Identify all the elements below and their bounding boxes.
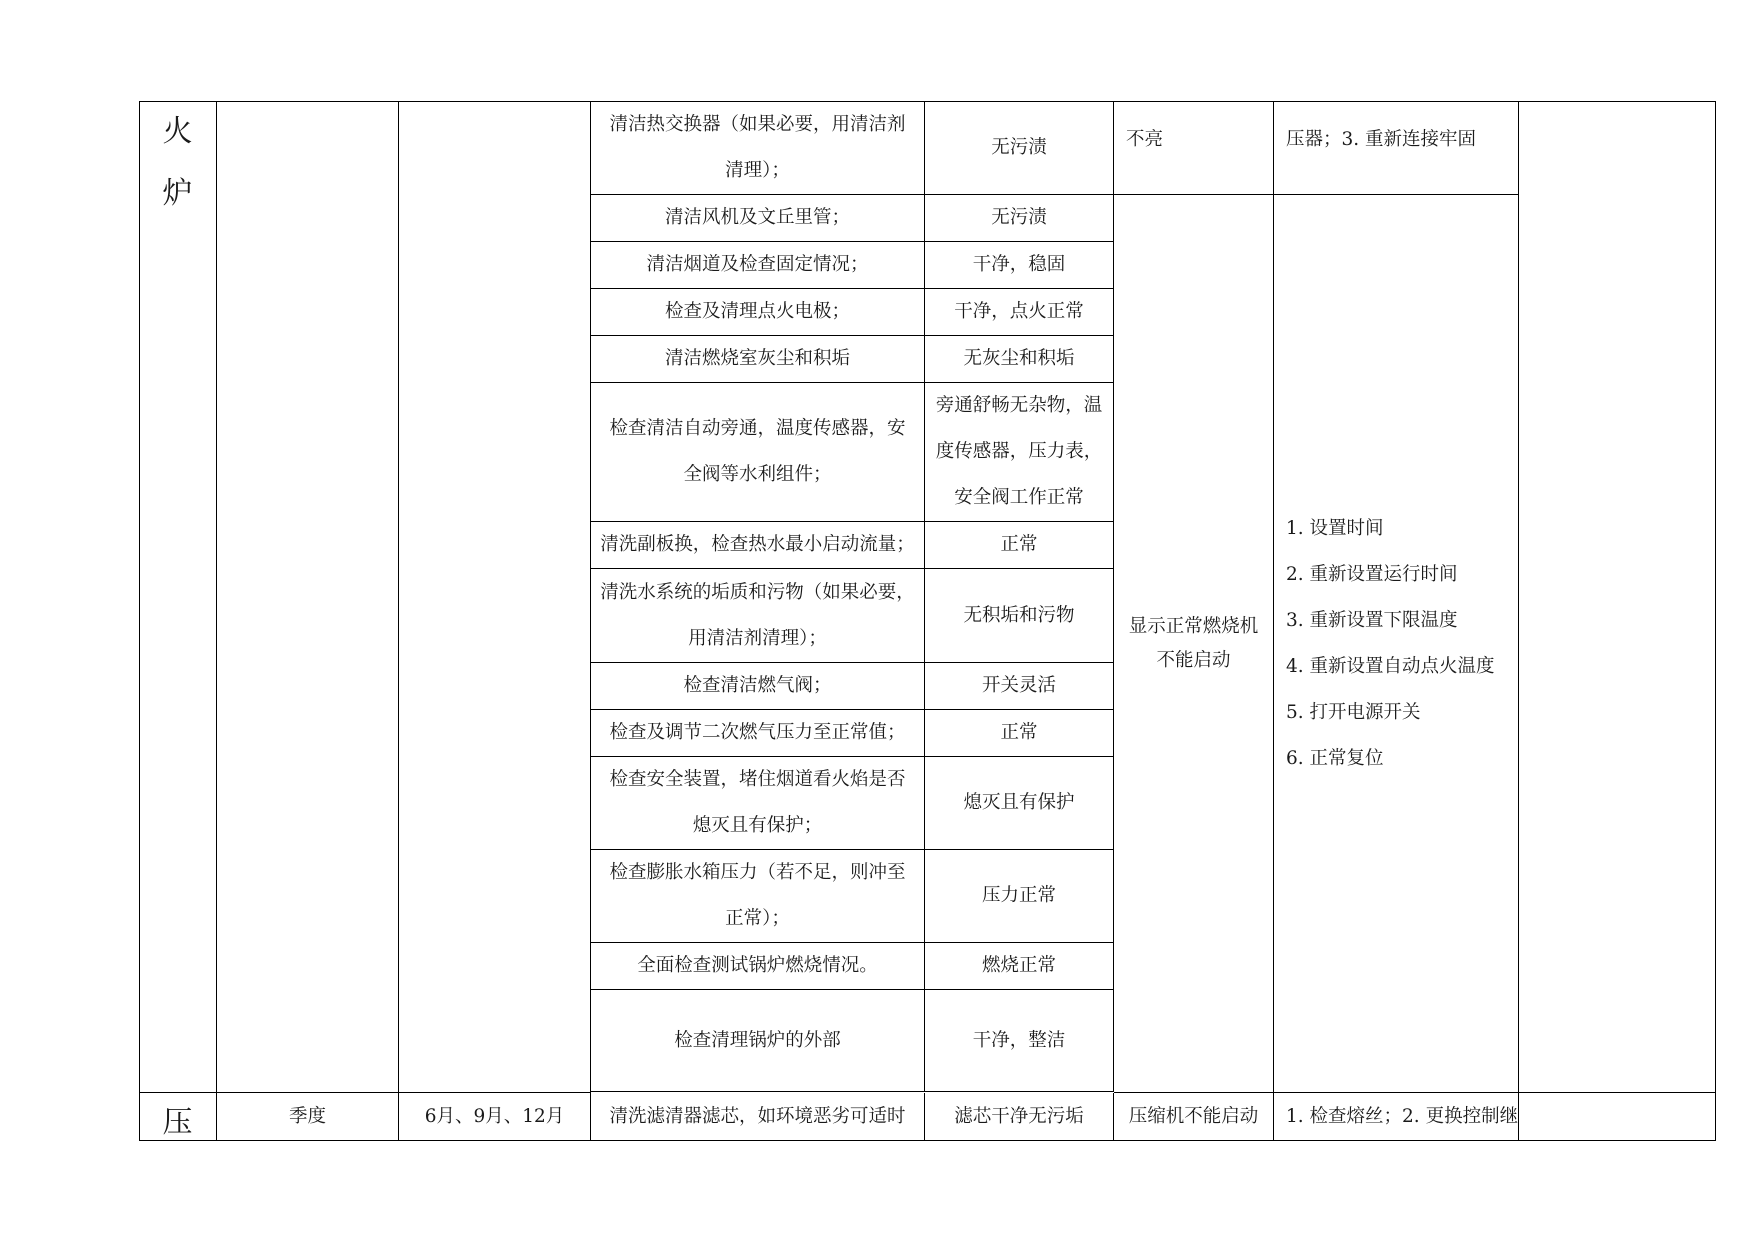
months-text: 6月、9月、12月 [424,1105,565,1127]
task-cell [591,101,925,195]
task-text: 熄灭且有保护； [692,815,823,836]
standard-cell [925,850,1114,943]
task-text: 检查清理锅炉的外部 [674,1029,841,1051]
solution-item-1: 1. 设置时间 [1286,517,1384,539]
bottom-remarks-cell [1519,1093,1716,1141]
task-text: 正常）； [725,908,790,929]
task-cell [591,663,925,710]
bottom-fault-text: 压缩机不能启动 [1128,1105,1259,1127]
task-text: 检查及清理点火电极； [664,301,850,322]
task-cell [591,850,925,943]
category-char-2: 炉 [162,176,193,211]
standard-text: 无积垢和污物 [963,604,1075,626]
standard-cell [925,710,1114,757]
standard-text: 度传感器，压力表， [935,441,1103,462]
solution-item-2: 2. 重新设置运行时间 [1286,563,1458,585]
standard-text: 开关灵活 [981,675,1056,696]
task-text: 全阀等水利组件； [683,464,832,485]
standard-cell [925,663,1114,710]
standard-cell [925,569,1114,663]
standard-text: 无灰尘和积垢 [963,348,1075,369]
task-text: 用清洁剂清理）； [688,627,827,649]
standard-text: 正常 [1000,534,1038,555]
cycle-cell-empty [217,101,399,1093]
cycle-text: 季度 [288,1105,326,1127]
task-text: 检查安全装置，堵住烟道看火焰是否 [609,769,906,790]
category-char-1: 火 [162,114,193,149]
solution-cell-1 [1274,101,1519,195]
task-text: 检查膨胀水箱压力（若不足，则冲至 [609,862,906,883]
task-cell [591,757,925,850]
bottom-standard-cell [925,1093,1114,1141]
fault-cell-1 [1114,101,1274,195]
months-cell-empty [399,101,591,1093]
bottom-solution-text: 1. 检查熔丝；2. 更换控制继 [1286,1105,1519,1127]
task-cell [591,195,925,242]
standard-cell [925,522,1114,569]
fault-text-2a: 显示正常燃烧机 [1128,615,1259,637]
solution-item-4: 4. 重新设置自动点火温度 [1286,655,1495,677]
remarks-cell [1519,101,1716,1093]
task-text: 清理）； [725,159,790,181]
solution-text-1: 压器；3. 重新连接牢固 [1286,129,1477,150]
standard-cell [925,289,1114,336]
standard-cell [925,757,1114,850]
task-text: 全面检查测试锅炉燃烧情况。 [637,955,878,976]
solution-cell-2 [1274,195,1519,1093]
solution-item-3: 3. 重新设置下限温度 [1286,609,1458,631]
task-text: 清洗水系统的垢质和污物（如果必要， [600,581,915,603]
bottom-task-cell [591,1093,925,1141]
category-cell-boiler [139,101,217,1093]
fault-text-1: 不亮 [1126,129,1164,150]
task-text: 清洁热交换器（如果必要，用清洁剂 [609,113,906,135]
standard-text: 干净，点火正常 [954,301,1084,322]
standard-text: 无污渍 [991,136,1047,158]
task-cell [591,242,925,289]
standard-cell [925,242,1114,289]
standard-text: 干净，稳固 [972,254,1066,275]
standard-cell [925,383,1114,522]
bottom-solution-cell [1274,1093,1519,1141]
months-cell [399,1093,591,1141]
task-text: 清洗副板换，检查热水最小启动流量； [600,534,915,555]
task-text: 检查清洁燃气阀； [683,675,832,696]
standard-text: 旁通舒畅无杂物，温 [935,395,1103,416]
task-cell [591,289,925,336]
standard-text: 熄灭且有保护 [963,792,1075,813]
task-cell [591,522,925,569]
bottom-fault-cell [1114,1093,1274,1141]
standard-text: 无污渍 [991,207,1047,228]
bottom-task-text: 清洗滤清器滤芯，如环境恶劣可适时 [609,1105,906,1127]
task-cell [591,710,925,757]
standard-text: 干净，整洁 [972,1029,1066,1051]
standard-cell [925,101,1114,195]
task-text: 清洁风机及文丘里管； [664,207,850,228]
task-text: 检查清洁自动旁通，温度传感器，安 [609,418,906,439]
cycle-cell [217,1093,399,1141]
standard-text: 压力正常 [981,885,1056,906]
standard-cell [925,943,1114,990]
task-cell [591,336,925,383]
standard-text: 正常 [1000,722,1038,743]
standard-cell [925,195,1114,242]
task-cell [591,943,925,990]
standard-cell [925,990,1114,1092]
standard-cell [925,336,1114,383]
task-cell [591,569,925,663]
solution-item-6: 6. 正常复位 [1286,747,1384,769]
task-text: 检查及调节二次燃气压力至正常值； [609,722,906,743]
solution-item-5: 5. 打开电源开关 [1286,701,1421,723]
task-text: 清洁燃烧室灰尘和积垢 [664,348,850,369]
standard-text: 燃烧正常 [981,955,1056,976]
task-cell [591,383,925,522]
fault-text-2b: 不能启动 [1156,649,1231,671]
fault-cell-2 [1114,195,1274,1093]
bottom-standard-text: 滤芯干净无污垢 [954,1105,1084,1127]
category-cell-compressor [139,1093,217,1141]
category-char-3: 压 [162,1105,193,1140]
standard-text: 安全阀工作正常 [954,487,1084,508]
task-text: 清洁烟道及检查固定情况； [646,254,869,275]
task-cell [591,990,925,1092]
